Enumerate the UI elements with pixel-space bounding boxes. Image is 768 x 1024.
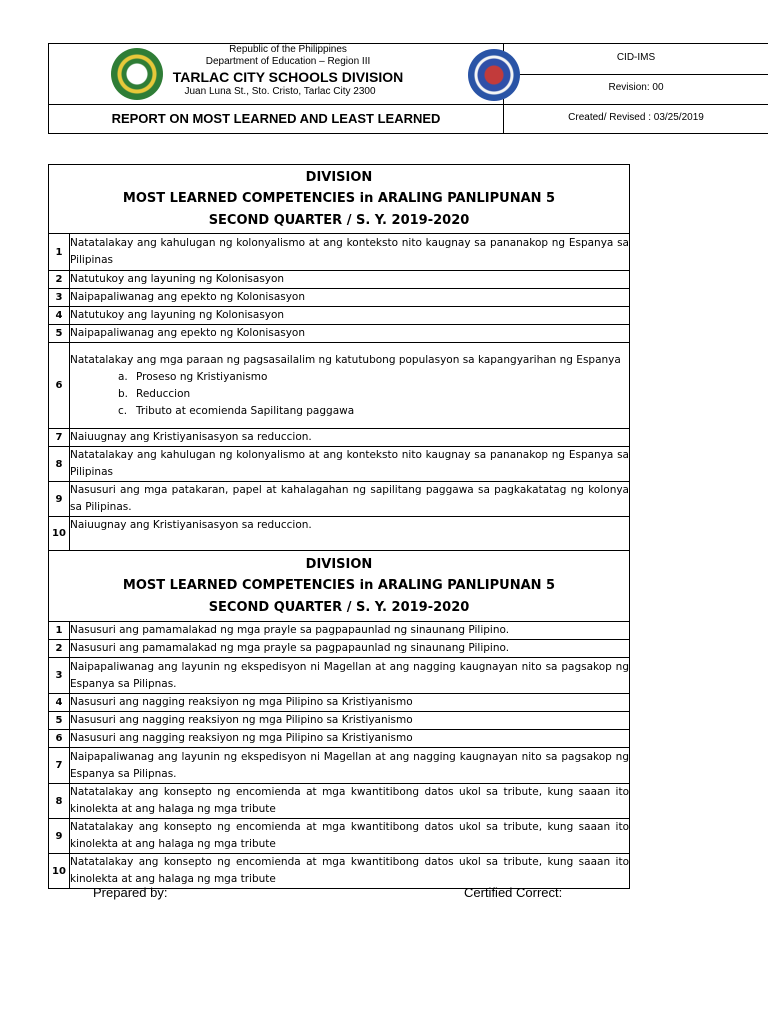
deped-seal-icon [468, 49, 520, 101]
competency-text: Naipapaliwanag ang epekto ng Kolonisasyon [70, 325, 630, 343]
row-number: 5 [49, 712, 70, 730]
competency-text: Nasusuri ang mga patakaran, papel at kahalagahan ng sapilitang paggawa sa pagkakatatag ng kolonya sa Pilipinas. [70, 482, 630, 517]
table-row [49, 307, 630, 325]
competency-text: Naiuugnay ang Kristiyanisasyon sa reduccion. [70, 517, 630, 551]
row-number: 6 [49, 343, 70, 429]
row-number: 10 [49, 517, 70, 551]
competency-text: Natutukoy ang layuning ng Kolonisasyon [70, 307, 630, 325]
report-title: REPORT ON MOST LEARNED AND LEAST LEARNED [111, 111, 441, 126]
republic-text: Republic of the Philippines [229, 44, 347, 55]
row-number: 8 [49, 447, 70, 482]
table-row [49, 658, 630, 694]
section-division: DIVISION [305, 556, 373, 572]
table-row [49, 819, 630, 854]
row-number: 9 [49, 819, 70, 854]
table-row [49, 234, 630, 271]
section-title: MOST LEARNED COMPETENCIES in ARALING PANLIPUNAN 5 [122, 578, 556, 594]
address-text: Juan Luna St., Sto. Cristo, Tarlac City 2300 [184, 86, 376, 97]
competency-text: Natatalakay ang kahulugan ng kolonyalismo at ang konteksto nito kaugnay sa pananakop ng Espanya sa Pilipinas [70, 234, 630, 271]
table-row [49, 447, 630, 482]
table-row [49, 482, 630, 517]
division-name: TARLAC CITY SCHOOLS DIVISION [172, 69, 404, 85]
table-row [49, 748, 630, 784]
table-row [49, 640, 630, 658]
sub-item: a. Proseso ng Kristiyanismo [118, 370, 268, 383]
competency-text: Naiuugnay ang Kristiyanisasyon sa reduccion. [70, 429, 630, 447]
table-row [49, 712, 630, 730]
competency-text: Natutukoy ang layuning ng Kolonisasyon [70, 271, 630, 289]
row-number: 1 [49, 234, 70, 271]
row-number: 5 [49, 325, 70, 343]
section-division: DIVISION [305, 169, 373, 185]
row-number: 10 [49, 854, 70, 889]
table-row [49, 784, 630, 819]
table-row [49, 517, 630, 551]
section-heading [49, 165, 630, 234]
competency-text: Natatalakay ang konsepto ng encomienda at mga kwantitibong datos ukol sa tribute, kung saaan ito kinolekta at ang halaga ng mga tribute [70, 854, 630, 889]
row-number: 7 [49, 748, 70, 784]
row-number: 3 [49, 658, 70, 694]
row-number: 2 [49, 640, 70, 658]
table-row [49, 271, 630, 289]
section-title: MOST LEARNED COMPETENCIES in ARALING PANLIPUNAN 5 [122, 191, 556, 207]
table-row [49, 694, 630, 712]
competency-text: Natatalakay ang konsepto ng encomienda at mga kwantitibong datos ukol sa tribute, kung saaan ito kinolekta at ang halaga ng mga tribute [70, 784, 630, 819]
competency-text: Nasusuri ang nagging reaksiyon ng mga Pilipino sa Kristiyanismo [70, 694, 630, 712]
row-number: 7 [49, 429, 70, 447]
sub-list [70, 369, 629, 420]
competency-text: Nasusuri ang pamamalakad ng mga prayle sa pagpapaunlad ng sinaunang Pilipino. [70, 622, 630, 640]
section-heading [49, 551, 630, 622]
competency-text: Naipapaliwanag ang epekto ng Kolonisasyon [70, 289, 630, 307]
row-number: 4 [49, 694, 70, 712]
row-number: 2 [49, 271, 70, 289]
row-number: 6 [49, 730, 70, 748]
cid-label: CID-IMS [616, 52, 656, 63]
competency-text: Naipapaliwanag ang layunin ng ekspedisyon ni Magellan at ang nagging kaugnayan nito sa pagsakop ng Espanya sa Pilipnas. [70, 658, 630, 694]
created-date: Created/ Revised : 03/25/2019 [568, 112, 704, 123]
competency-text: Nasusuri ang pamamalakad ng mga prayle sa pagpapaunlad ng sinaunang Pilipino. [70, 640, 630, 658]
row-number: 9 [49, 482, 70, 517]
competency-text: Nasusuri ang nagging reaksiyon ng mga Pilipino sa Kristiyanismo [70, 730, 630, 748]
competencies-table [48, 164, 630, 889]
sub-item: b. Reduccion [118, 387, 191, 400]
competency-main-text: Natatalakay ang mga paraan ng pagsasailalim ng katutubong populasyon sa kapangyarihan ng Espanya [70, 353, 621, 366]
competency-text: Natatalakay ang kahulugan ng kolonyalismo at ang konteksto nito kaugnay sa pananakop ng Espanya sa Pilipinas [70, 447, 630, 482]
row-number: 8 [49, 784, 70, 819]
prepared-by-label: Prepared by: [93, 885, 168, 900]
table-row [49, 429, 630, 447]
table-row [49, 289, 630, 307]
competency-text: Natatalakay ang konsepto ng encomienda at mga kwantitibong datos ukol sa tribute, kung saaan ito kinolekta at ang halaga ng mga tribute [70, 819, 630, 854]
department-text: Department of Education – Region III [205, 56, 371, 67]
table-row [49, 343, 630, 429]
table-row [49, 730, 630, 748]
table-row [49, 622, 630, 640]
revision-label: Revision: 00 [608, 82, 664, 93]
row-number: 4 [49, 307, 70, 325]
certified-correct-label: Certified Correct: [464, 885, 563, 900]
table-row [49, 854, 630, 889]
competency-text [70, 343, 630, 429]
competency-text: Nasusuri ang nagging reaksiyon ng mga Pilipino sa Kristiyanismo [70, 712, 630, 730]
competency-text: Naipapaliwanag ang layunin ng ekspedisyon ni Magellan at ang nagging kaugnayan nito sa pagsakop ng Espanya sa Pilipnas. [70, 748, 630, 784]
section-quarter: SECOND QUARTER / S. Y. 2019-2020 [208, 212, 470, 228]
sub-item: c. Tributo at ecomienda Sapilitang paggawa [118, 404, 355, 417]
table-row [49, 325, 630, 343]
section-quarter: SECOND QUARTER / S. Y. 2019-2020 [208, 599, 470, 615]
row-number: 1 [49, 622, 70, 640]
row-number: 3 [49, 289, 70, 307]
